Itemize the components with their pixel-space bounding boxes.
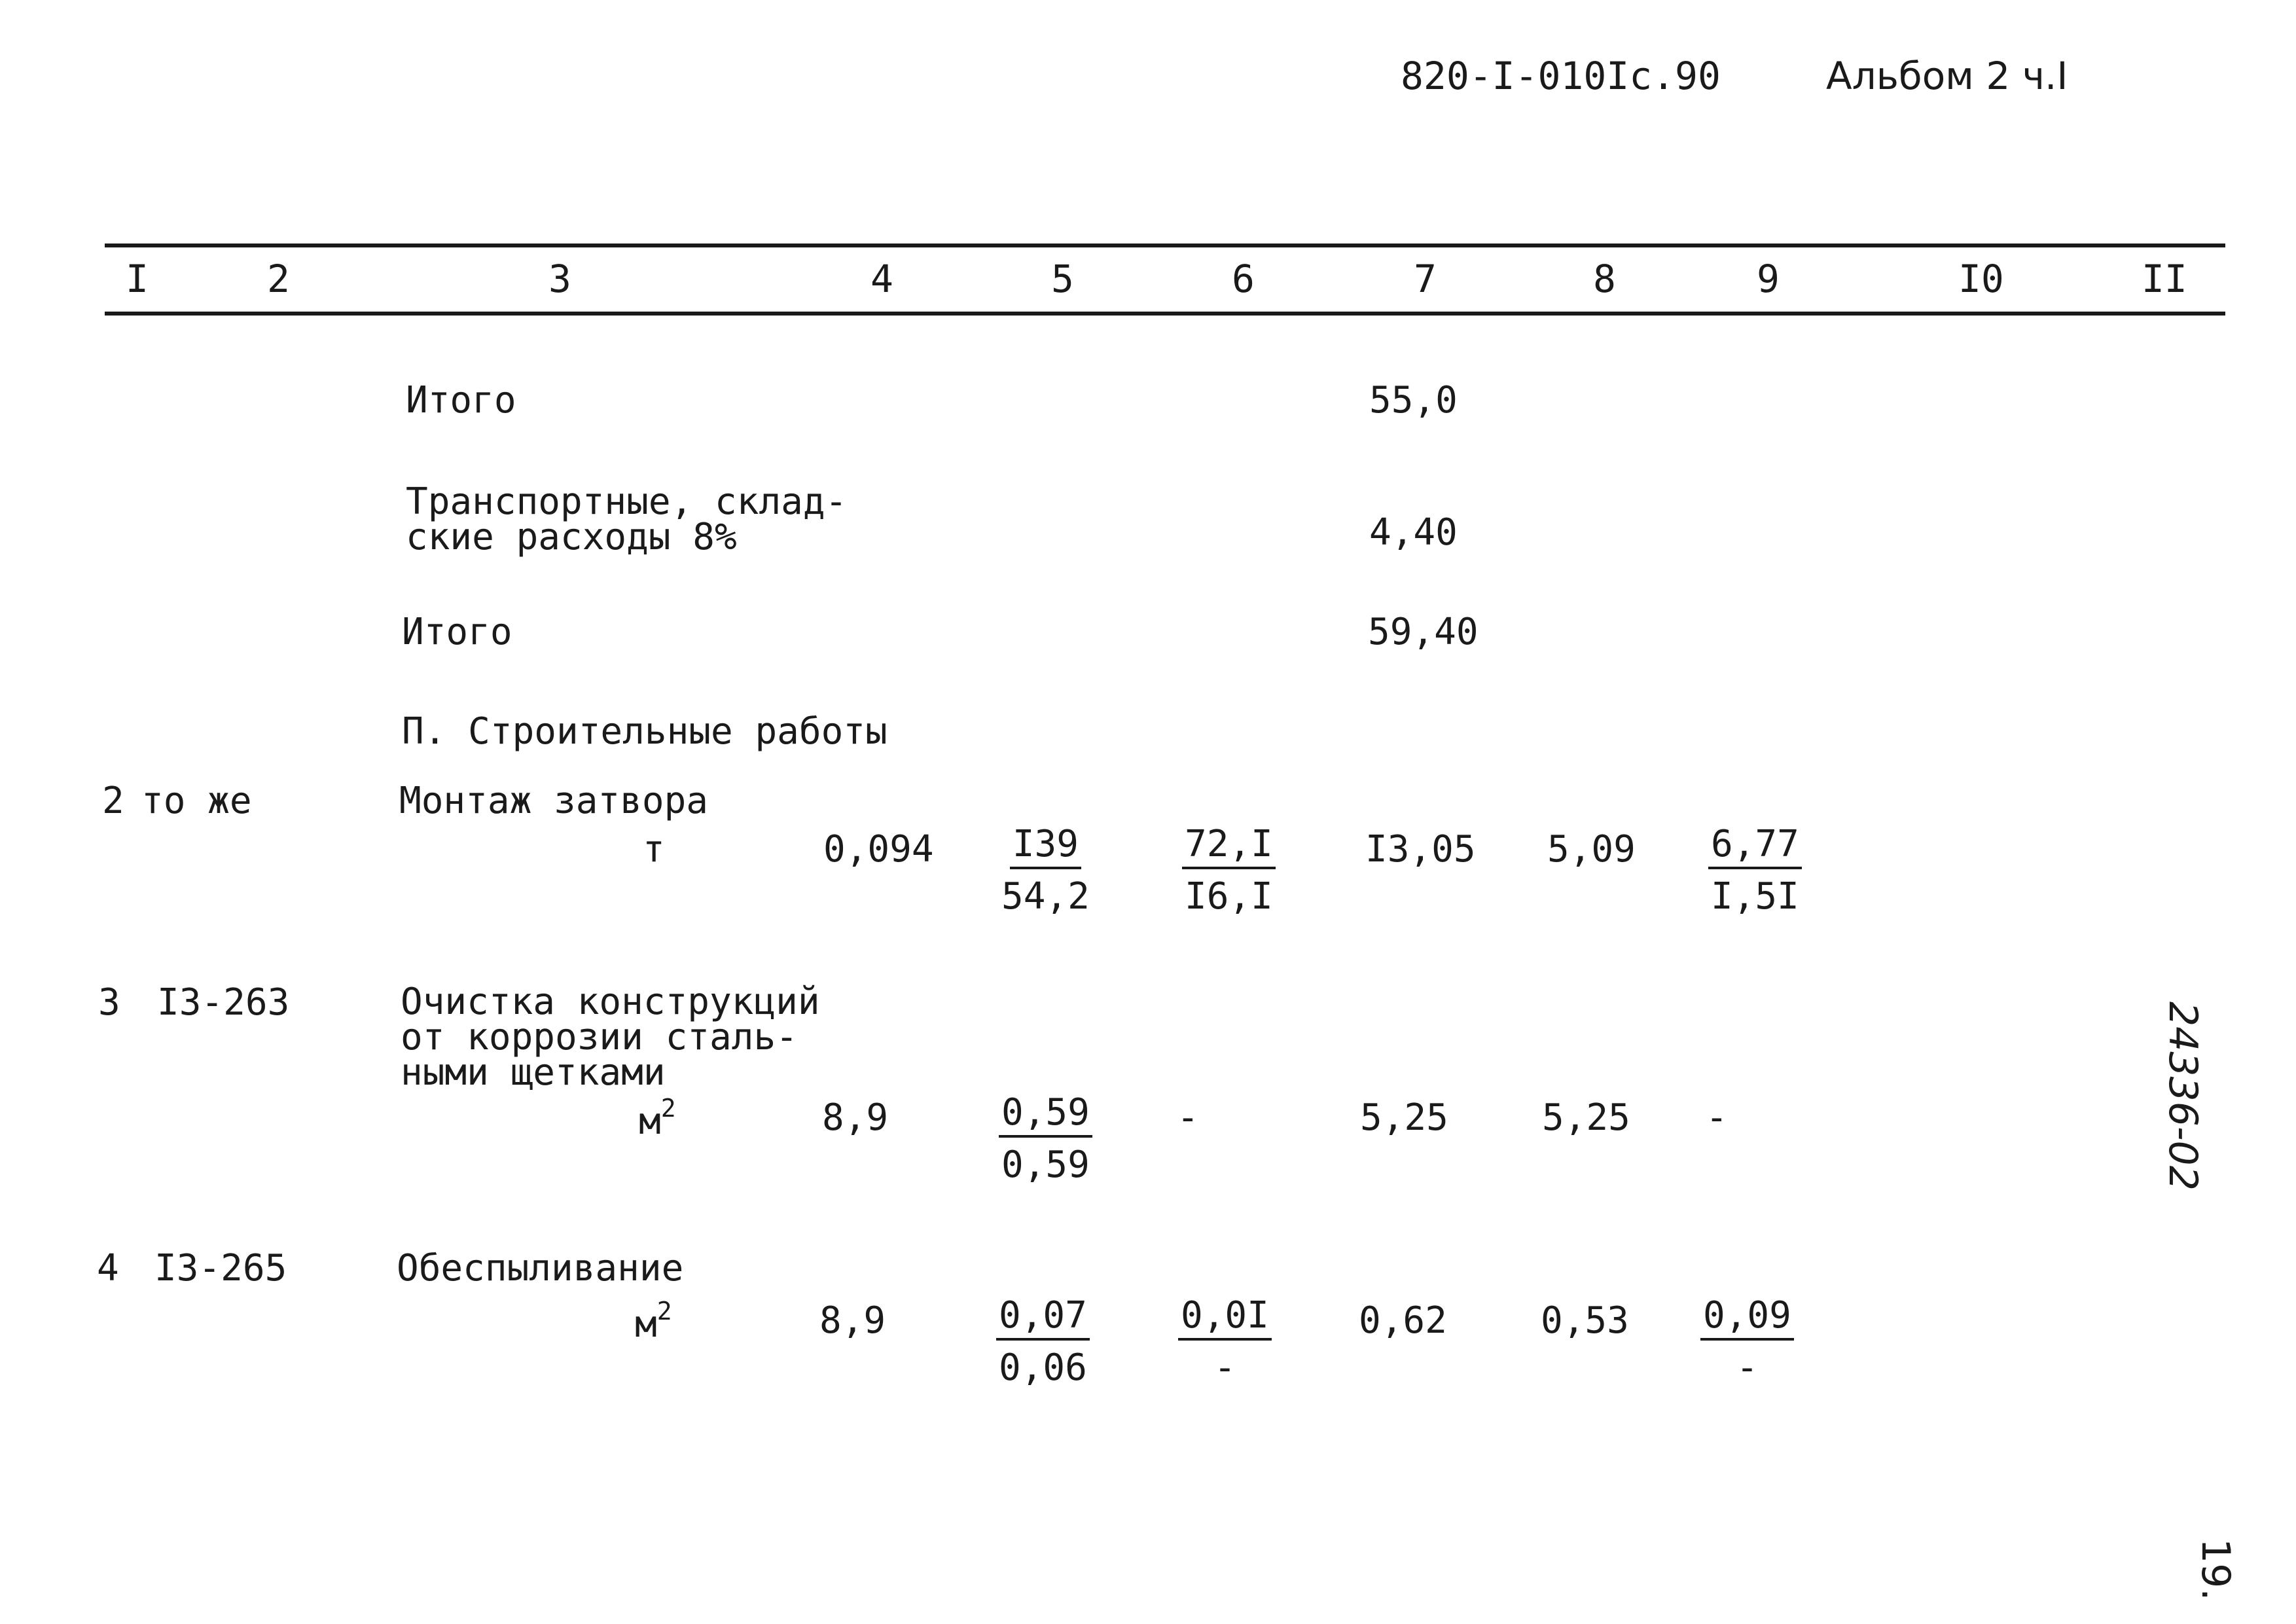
row-2-col6 <box>1182 823 1276 918</box>
itogo-value: 55,0 <box>1369 379 1458 422</box>
row-3-unit-superscript: 2 <box>660 1094 676 1123</box>
row-2-col5-bottom: 54,2 <box>1001 875 1090 918</box>
row-3-col5-top: 0,59 <box>999 1094 1092 1138</box>
itogo-total-label: Итого <box>402 611 512 653</box>
transport-expenses-value: 4,40 <box>1369 511 1458 554</box>
row-4-unit <box>635 1297 672 1346</box>
row-3-col6: - <box>1177 1096 1199 1139</box>
row-3-unit-base: м <box>639 1100 661 1143</box>
column-number-10: I0 <box>1958 257 2004 301</box>
row-4-unit-base: м <box>635 1303 657 1346</box>
row-3-col7: 5,25 <box>1360 1096 1448 1139</box>
transport-expenses-line-1: Транспортные, склад- <box>406 480 848 523</box>
row-2-col6-top: 72,I <box>1182 826 1276 869</box>
column-number-1: I <box>126 257 149 301</box>
row-2-col9-top: 6,77 <box>1708 826 1802 869</box>
row-4-col5 <box>996 1294 1090 1389</box>
row-4-unit-superscript: 2 <box>656 1297 672 1326</box>
row-4-col7: 0,62 <box>1359 1299 1447 1342</box>
row-3-number: 3 <box>98 981 120 1024</box>
row-4-col5-bottom: 0,06 <box>999 1346 1087 1389</box>
row-4-col6 <box>1178 1294 1272 1389</box>
row-2-col5-top: I39 <box>1010 826 1081 869</box>
transport-expenses-line-2: ские расходы 8% <box>406 516 737 558</box>
row-2-col9-bottom: I,5I <box>1711 875 1799 918</box>
page-number: 19. <box>2193 1538 2238 1601</box>
row-3-name-line-1: Очистка конструкций <box>401 981 820 1023</box>
row-3-col9: - <box>1706 1096 1728 1139</box>
row-3-col5-bottom: 0,59 <box>1001 1144 1090 1186</box>
column-number-6: 6 <box>1232 257 1255 301</box>
row-2-name: Монтаж затвора <box>399 780 709 822</box>
row-4-col5-top: 0,07 <box>996 1297 1090 1341</box>
column-number-9: 9 <box>1757 257 1780 301</box>
column-number-5: 5 <box>1051 257 1074 301</box>
row-4-name: Обеспыливание <box>397 1247 684 1290</box>
row-2-col5 <box>1001 823 1090 918</box>
row-2-unit: т <box>643 828 665 871</box>
row-3-name-line-2: от коррозии сталь- <box>401 1016 798 1058</box>
column-number-4: 4 <box>870 257 893 301</box>
row-2-col8: 5,09 <box>1547 828 1636 871</box>
table-header-rule <box>105 312 2225 316</box>
column-number-2: 2 <box>267 257 290 301</box>
row-3-name <box>401 981 820 1094</box>
itogo-total-value: 59,40 <box>1368 611 1479 653</box>
row-3-col4: 8,9 <box>822 1096 889 1139</box>
row-4-col8: 0,53 <box>1541 1299 1629 1342</box>
row-4-col9 <box>1700 1294 1794 1389</box>
column-number-7: 7 <box>1414 257 1437 301</box>
row-4-col9-top: 0,09 <box>1700 1297 1794 1341</box>
row-2-number: 2 <box>102 780 124 822</box>
section-title: П. Строительные работы <box>402 710 888 753</box>
row-4-col4: 8,9 <box>819 1299 886 1342</box>
row-3-col5 <box>999 1091 1092 1186</box>
row-2-col7: I3,05 <box>1365 828 1476 871</box>
column-number-3: 3 <box>548 257 571 301</box>
row-2-col9 <box>1708 823 1802 918</box>
album-label: Альбом 2 ч.I <box>1826 54 2068 98</box>
column-number-11: II <box>2142 257 2187 301</box>
table-top-rule <box>105 244 2225 247</box>
row-2-col4: 0,094 <box>823 828 934 871</box>
row-4-col6-bottom: - <box>1213 1346 1236 1389</box>
row-3-name-line-3: ными щетками <box>401 1051 666 1094</box>
transport-expenses-label <box>406 480 848 558</box>
row-2-col6-bottom: I6,I <box>1185 875 1273 918</box>
side-document-number: 24336-02 <box>2160 1001 2206 1191</box>
row-4-number: 4 <box>97 1247 119 1290</box>
row-3-code: I3-263 <box>157 981 290 1024</box>
row-3-col8: 5,25 <box>1542 1096 1630 1139</box>
document-code: 820-I-010Ic.90 <box>1401 54 1721 98</box>
row-4-col6-top: 0,0I <box>1178 1297 1272 1341</box>
row-2-code: то же <box>141 780 252 822</box>
column-number-8: 8 <box>1593 257 1616 301</box>
row-3-unit <box>639 1094 676 1144</box>
row-4-col9-bottom: - <box>1736 1346 1759 1389</box>
itogo-label: Итого <box>406 379 516 422</box>
row-4-code: I3-265 <box>154 1247 287 1290</box>
